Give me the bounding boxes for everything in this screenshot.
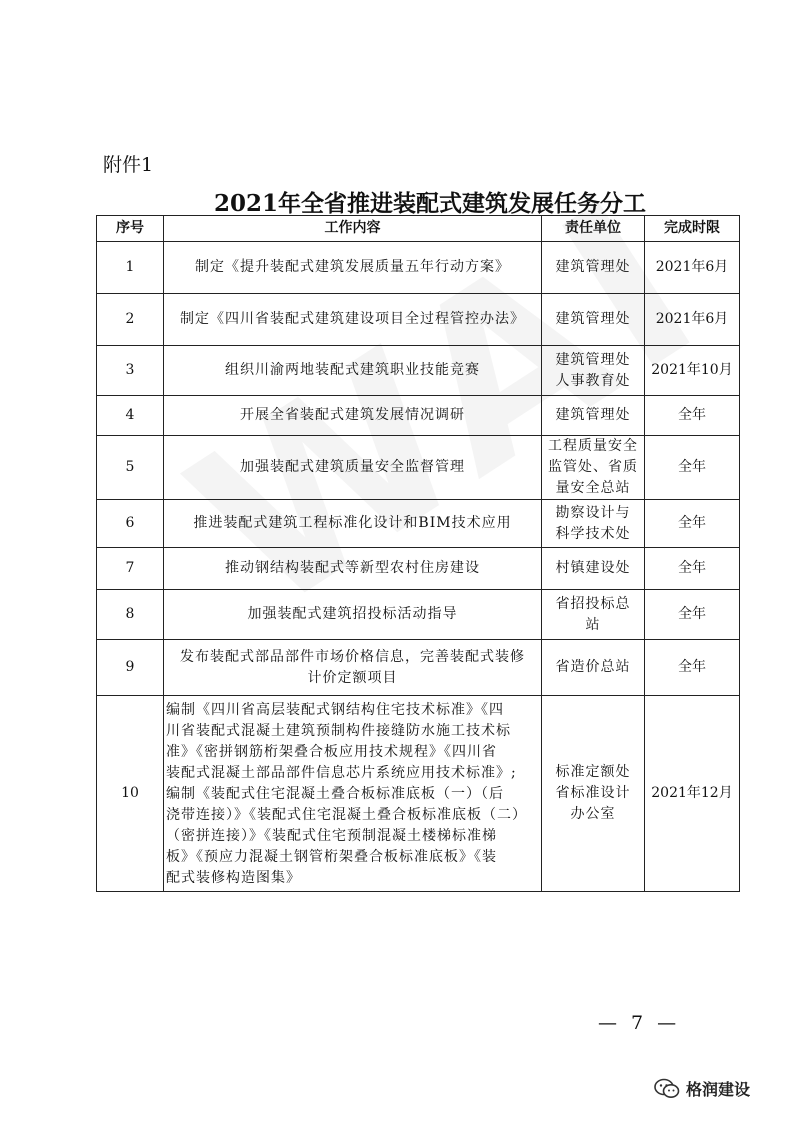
task-content-cell: 制定《四川省装配式建筑建设项目全过程管控办法》: [164, 294, 542, 346]
row-number-cell: 6: [97, 500, 164, 548]
deadline-cell: 2021年10月: [645, 346, 740, 396]
deadline-cell: 全年: [645, 590, 740, 640]
row-number-cell: 8: [97, 590, 164, 640]
responsible-unit-cell: 省造价总站: [542, 640, 645, 696]
task-content-cell: 组织川渝两地装配式建筑职业技能竞赛: [164, 346, 542, 396]
row-number-cell: 1: [97, 242, 164, 294]
task-content-cell: 加强装配式建筑质量安全监督管理: [164, 436, 542, 500]
deadline-cell: 全年: [645, 548, 740, 590]
brand-badge: [654, 1077, 750, 1100]
deadline-cell: 全年: [645, 500, 740, 548]
task-content-cell: 开展全省装配式建筑发展情况调研: [164, 396, 542, 436]
table-row: [97, 640, 740, 696]
deadline-cell: 2021年6月: [645, 242, 740, 294]
responsible-unit-cell: 村镇建设处: [542, 548, 645, 590]
attachment-label: 附件1: [103, 154, 154, 176]
page-title: 2021年全省推进装配式建筑发展任务分工: [213, 190, 646, 217]
table-row: [97, 500, 740, 548]
table-row: [97, 548, 740, 590]
table-row: [97, 590, 740, 640]
row-number-cell: 7: [97, 548, 164, 590]
deadline-cell: 全年: [645, 640, 740, 696]
responsible-unit-cell: 建筑管理处: [542, 396, 645, 436]
task-content-cell: 加强装配式建筑招投标活动指导: [164, 590, 542, 640]
responsible-unit-cell: 建筑管理处: [542, 242, 645, 294]
responsible-unit-cell: 工程质量安全 监管处、省质 量安全总站: [542, 436, 645, 500]
table-row: [97, 242, 740, 294]
deadline-cell: 全年: [645, 436, 740, 500]
table-row: [97, 294, 740, 346]
responsible-unit-cell: 勘察设计与 科学技术处: [542, 500, 645, 548]
deadline-cell: 2021年12月: [645, 696, 740, 892]
task-content-cell: 推进装配式建筑工程标准化设计和BIM技术应用: [164, 500, 542, 548]
responsible-unit-cell: 建筑管理处 人事教育处: [542, 346, 645, 396]
deadline-cell: 全年: [645, 396, 740, 436]
task-content-cell: 编制《四川省高层装配式钢结构住宅技术标准》《四 川省装配式混凝土建筑预制构件接缝防水施工技术标 准》《密拼钢筋桁架叠合板应用技术规程》《四川省 装配式混凝土部品部件信息芯片系统应用技术标准》; 编制《装配式住宅混凝土叠合板标准底板（一）（后 浇带连接）》《装配式住宅混凝土叠合板标准底板（二） （密拼连接）》《装配式住宅预制混凝土楼梯标准梯 板》《预应力混凝土钢管桁架叠合板标准底板》《装 配式装修构造图集》: [164, 696, 542, 892]
responsible-unit-cell: 标准定额处 省标准设计 办公室: [542, 696, 645, 892]
task-content-cell: 制定《提升装配式建筑发展质量五年行动方案》: [164, 242, 542, 294]
responsible-unit-cell: 省招投标总 站: [542, 590, 645, 640]
row-number-cell: 10: [97, 696, 164, 892]
responsible-unit-cell: 建筑管理处: [542, 294, 645, 346]
brand-name: 格润建设: [686, 1080, 751, 1099]
table-row: [97, 696, 740, 892]
row-number-cell: 3: [97, 346, 164, 396]
page-number: — 7 —: [598, 1012, 681, 1034]
task-content-cell: 发布装配式部品部件市场价格信息，完善装配式装修 计价定额项目: [164, 640, 542, 696]
row-number-cell: 2: [97, 294, 164, 346]
row-number-cell: 9: [97, 640, 164, 696]
header-unit: 责任单位: [542, 216, 645, 242]
table-row: [97, 346, 740, 396]
deadline-cell: 2021年6月: [645, 294, 740, 346]
header-no: 序号: [97, 216, 164, 242]
table-header-row: [97, 216, 740, 242]
table-row: [97, 396, 740, 436]
row-number-cell: 5: [97, 436, 164, 500]
wechat-icon: [654, 1078, 680, 1100]
task-content-cell: 推动钢结构装配式等新型农村住房建设: [164, 548, 542, 590]
header-content: 工作内容: [164, 216, 542, 242]
row-number-cell: 4: [97, 396, 164, 436]
header-deadline: 完成时限: [645, 216, 740, 242]
table-row: [97, 436, 740, 500]
task-table: [96, 215, 740, 892]
